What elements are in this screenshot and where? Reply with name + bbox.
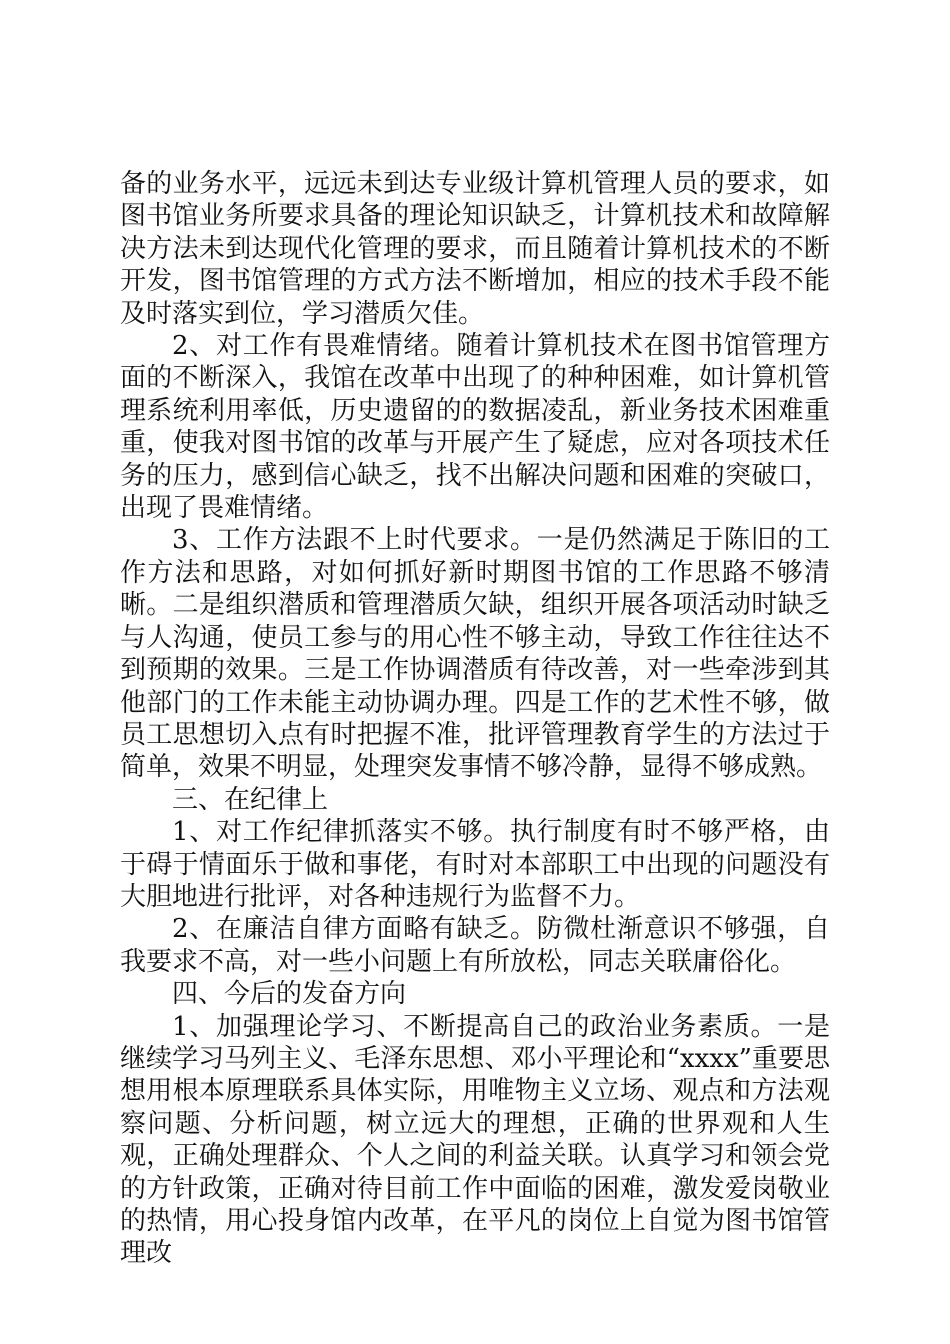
paragraph-future-item-1: 1、加强理论学习、不断提高自己的政治业务素质。一是继续学习马列主义、毛泽东思想、邓小平理论和“xxxx”重要思想用根本原理联系具体实际，用唯物主义立场、观点和方法观察问题、分析问题，树立远大的理想，正确的世界观和人生观，正确处理群众、个人之间的利益关联。认真学习和领会党的方针政策，正确对待目前工作中面临的困难，激发爱岗敬业的热情，用心投身馆内改革，在平凡的岗位上自觉为图书馆管理改 [120, 1011, 830, 1269]
paragraph-continuation: 备的业务水平，远远未到达专业级计算机管理人员的要求，如图书馆业务所要求具备的理论知识缺乏，计算机技术和故障解决方法未到达现代化管理的要求，而且随着计算机技术的不断开发，图书馆管理的方式方法不断增加，相应的技术手段不能及时落实到位，学习潜质欠佳。 [120, 169, 830, 329]
paragraph-item-3-work-methods: 3、工作方法跟不上时代要求。一是仍然满足于陈旧的工作方法和思路，对如何抓好新时期图书馆的工作思路不够清晰。二是组织潜质和管理潜质欠缺，组织开展各项活动时缺乏与人沟通，使员工参与的用心性不够主动，导致工作往往达不到预期的效果。三是工作协调潜质有待改善，对一些牵涉到其他部门的工作未能主动协调办理。四是工作的艺术性不够，做员工思想切入点有时把握不准，批评管理教育学生的方法过于简单，效果不明显，处理突发事情不够冷静，显得不够成熟。 [120, 525, 830, 783]
section-heading-future-direction: 四、今后的发奋方向 [172, 979, 407, 1010]
section-heading-discipline: 三、在纪律上 [172, 784, 329, 815]
paragraph-item-2-fear-of-difficulty: 2、对工作有畏难情绪。随着计算机技术在图书馆管理方面的不断深入，我馆在改革中出现了的种种困难，如计算机管理系统利用率低，历史遗留的的数据凌乱，新业务技术困难重重，使我对图书馆的改革与开展产生了疑虑，应对各项技术任务的压力，感到信心缺乏，找不出解决问题和困难的突破口，出现了畏难情绪。 [120, 331, 830, 524]
paragraph-discipline-item-1: 1、对工作纪律抓落实不够。执行制度有时不够严格，由于碍于情面乐于做和事佬，有时对本部职工中出现的问题没有大胆地进行批评，对各种违规行为监督不力。 [120, 817, 830, 912]
document-page [120, 168, 830, 1270]
paragraph-discipline-item-2: 2、在廉洁自律方面略有缺乏。防微杜渐意识不够强，自我要求不高，对一些小问题上有所放松，同志关联庸俗化。 [120, 914, 830, 977]
